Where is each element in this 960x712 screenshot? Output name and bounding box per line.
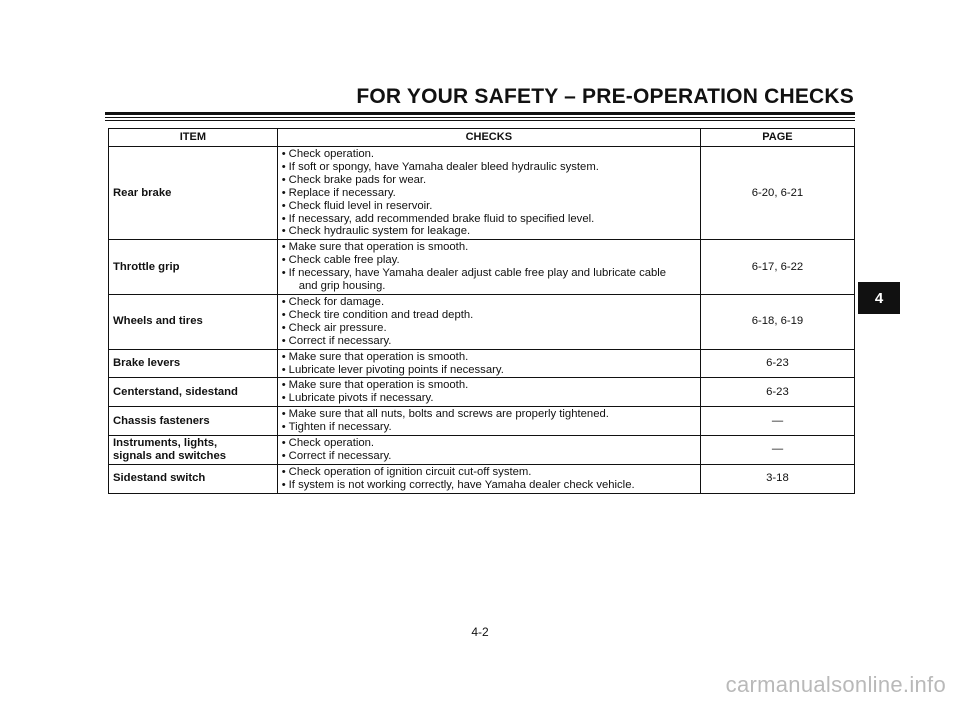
bullet-icon: • [281, 160, 286, 173]
check-item [282, 241, 696, 254]
check-item [282, 174, 696, 187]
check-text: If necessary, have Yamaha dealer adjust cable free play and lubricate cable [288, 267, 667, 280]
item-cell [109, 240, 278, 295]
bullet-icon: • [281, 392, 286, 405]
check-item [282, 254, 696, 267]
table-row [109, 240, 855, 295]
item-label: Sidestand switch [113, 472, 206, 485]
bullet-icon: • [281, 478, 286, 491]
bullet-icon: • [281, 334, 286, 347]
check-item [282, 437, 696, 450]
page-title: FOR YOUR SAFETY – PRE-OPERATION CHECKS [356, 85, 854, 108]
check-item [282, 351, 696, 364]
page-ref-cell: — [700, 436, 854, 465]
check-text: Check cable free play. [288, 254, 400, 267]
check-item [282, 267, 696, 280]
check-text: Check brake pads for wear. [288, 173, 427, 186]
table-row [109, 464, 855, 493]
check-text: Correct if necessary. [288, 449, 392, 462]
check-item [282, 322, 696, 335]
page-ref-cell: 6-20, 6-21 [700, 147, 854, 240]
item-label: Throttle grip [113, 260, 180, 273]
check-item [282, 187, 696, 200]
item-label: Centerstand, sidestand [113, 385, 238, 398]
check-item [282, 309, 696, 322]
checks-cell [277, 349, 700, 378]
check-text: Lubricate pivots if necessary. [288, 392, 434, 405]
checks-cell [277, 407, 700, 436]
check-text: Check air pressure. [288, 321, 387, 334]
bullet-icon: • [281, 148, 286, 160]
check-item [282, 225, 696, 238]
bullet-icon: • [281, 465, 286, 478]
page-ref-cell: — [700, 407, 854, 436]
bullet-icon: • [281, 254, 286, 267]
page-ref-cell: 6-23 [700, 378, 854, 407]
table-header-row [109, 129, 855, 147]
check-text: Make sure that all nuts, bolts and screws are properly tightened. [288, 408, 609, 421]
table-body [109, 147, 855, 494]
check-text: and grip housing. [298, 280, 386, 293]
column-header-checks: CHECKS [277, 129, 700, 147]
check-item [282, 479, 696, 492]
bullet-icon: • [281, 173, 286, 186]
item-cell [109, 407, 278, 436]
bullet-icon: • [281, 186, 286, 199]
checks-cell [277, 464, 700, 493]
bullet-icon: • [281, 212, 286, 225]
check-item [282, 421, 696, 434]
bullet-icon: • [281, 199, 286, 212]
check-item [282, 213, 696, 226]
check-item [282, 148, 696, 161]
section-tab: 4 [858, 282, 900, 314]
check-text: Check operation. [288, 437, 375, 450]
check-text: Make sure that operation is smooth. [288, 350, 469, 363]
checks-cell [277, 436, 700, 465]
check-item [282, 450, 696, 463]
check-item [282, 296, 696, 309]
table-row [109, 378, 855, 407]
bullet-icon: • [281, 241, 286, 254]
check-text: Tighten if necessary. [288, 421, 392, 434]
bullet-icon: • [281, 225, 286, 238]
bullet-icon: • [281, 363, 286, 376]
page-number: 4-2 [471, 625, 489, 639]
item-cell [109, 147, 278, 240]
column-header-page: PAGE [700, 129, 854, 147]
checks-cell [277, 240, 700, 295]
bullet-icon: • [281, 267, 286, 280]
check-text: Lubricate lever pivoting points if necessary. [288, 363, 504, 376]
checks-table [108, 128, 855, 494]
table-row [109, 294, 855, 349]
table-row [109, 407, 855, 436]
bullet-icon: • [281, 449, 286, 462]
check-text: Check hydraulic system for leakage. [288, 225, 471, 238]
checks-cell [277, 294, 700, 349]
bullet-icon: • [281, 379, 286, 392]
check-text: If system is not working correctly, have Yamaha dealer check vehicle. [288, 478, 635, 491]
item-label: signals and switches [113, 449, 227, 462]
check-text: Make sure that operation is smooth. [288, 241, 469, 254]
bullet-icon: • [281, 308, 286, 321]
check-item [282, 379, 696, 392]
item-cell [109, 436, 278, 465]
item-label: Wheels and tires [113, 315, 203, 328]
check-text: Check fluid level in reservoir. [288, 199, 433, 212]
item-label: Instruments, lights, [113, 437, 218, 450]
bullet-icon: • [281, 295, 286, 308]
check-text: Check operation. [288, 148, 375, 160]
check-text: Correct if necessary. [288, 334, 392, 347]
check-item [282, 364, 696, 377]
watermark: carmanualsonline.info [725, 672, 946, 697]
bullet-icon: • [281, 408, 286, 421]
item-cell [109, 464, 278, 493]
check-item [282, 392, 696, 405]
header-rule [105, 112, 855, 121]
check-item [282, 280, 696, 293]
table-row [109, 147, 855, 240]
item-cell [109, 294, 278, 349]
item-label: Chassis fasteners [113, 414, 210, 427]
check-item [282, 466, 696, 479]
check-text: Check for damage. [288, 295, 385, 308]
page-ref-cell: 6-17, 6-22 [700, 240, 854, 295]
check-text: Make sure that operation is smooth. [288, 379, 469, 392]
bullet-icon: • [281, 350, 286, 363]
check-item [282, 200, 696, 213]
column-header-item: ITEM [109, 129, 278, 147]
check-item [282, 408, 696, 421]
check-item [282, 335, 696, 348]
page-ref-cell: 6-18, 6-19 [700, 294, 854, 349]
checks-cell [277, 147, 700, 240]
bullet-icon: • [281, 321, 286, 334]
page-ref-cell: 3-18 [700, 464, 854, 493]
item-cell [109, 349, 278, 378]
checks-cell [277, 378, 700, 407]
check-item [282, 161, 696, 174]
bullet-icon: • [281, 437, 286, 450]
check-text: If necessary, add recommended brake fluid to specified level. [288, 212, 595, 225]
check-text: Check operation of ignition circuit cut-off system. [288, 465, 532, 478]
check-text: Check tire condition and tread depth. [288, 308, 474, 321]
check-text: If soft or spongy, have Yamaha dealer bleed hydraulic system. [288, 160, 599, 173]
table-row [109, 436, 855, 465]
page-ref-cell: 6-23 [700, 349, 854, 378]
item-cell [109, 378, 278, 407]
table-row [109, 349, 855, 378]
check-text: Replace if necessary. [288, 186, 396, 199]
item-label: Rear brake [113, 186, 172, 199]
bullet-icon: • [281, 421, 286, 434]
item-label: Brake levers [113, 357, 181, 370]
